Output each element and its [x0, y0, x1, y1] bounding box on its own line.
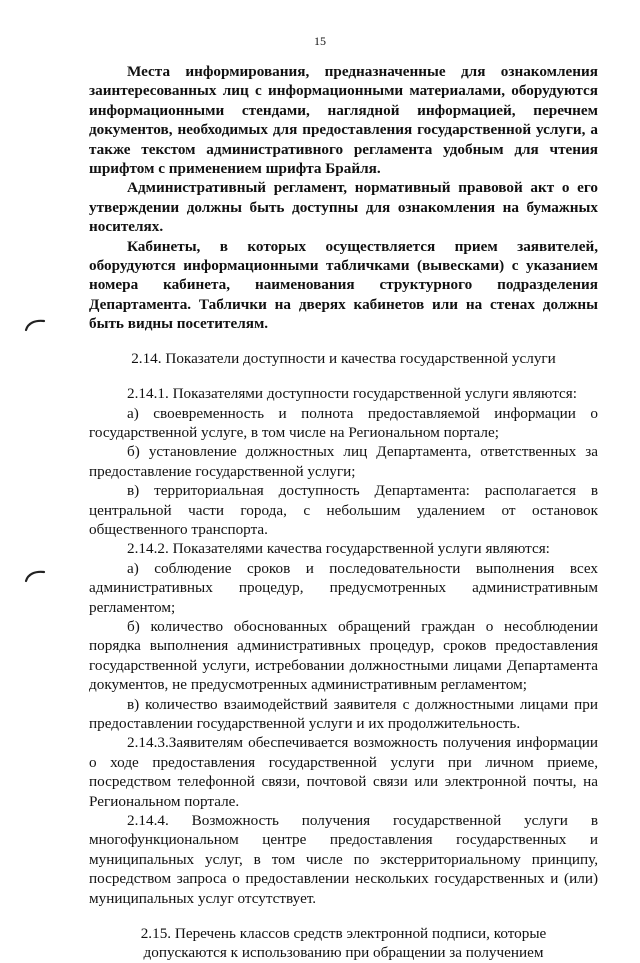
paragraph-2-14-1: 2.14.1. Показателями доступности государственной услуги являются:	[127, 385, 577, 403]
document-body	[89, 62, 598, 963]
binder-hole-mark	[24, 569, 46, 583]
section-heading-2-15-line: 2.15. Перечень классов средств электронной подписи, которые	[140, 925, 547, 943]
paragraph-cabinets: Кабинеты, в которых осуществляется прием заявителей, оборудуются информационными табличками (вывесками) с указанием номера кабинета, наименования структурного подразделения Департамента. Таблички на дверях кабинетов или на стенах должны быть видны посетителям.	[89, 237, 598, 333]
paragraph-info-places: Места информирования, предназначенные для ознакомления заинтересованных лиц с информационными материалами, оборудуются информационными стендами, наглядной информацией, перечнем документов, необходимых для предоставления государственной услуги, а также текстом административного регламента удобным для чтения шрифтом с применением шрифта Брайля.	[89, 63, 598, 178]
page-number: 15	[314, 34, 326, 48]
section-heading-2-15-line: допускаются к использованию при обращении за получением	[143, 944, 544, 962]
paragraph-2-14-3: 2.14.3.Заявителям обеспечивается возможность получения информации о ходе предоставления государственной услуги при личном приеме, посредством телефонной связи, почтовой связи или электронной почты, на Региональном портале.	[89, 734, 598, 810]
list-item-quality-a: а) соблюдение сроков и последовательности выполнения всех административных процедур, предусмотренных административным регламентом;	[89, 559, 598, 616]
paragraph-2-14-2: 2.14.2. Показателями качества государственной услуги являются:	[127, 540, 550, 558]
list-item-accessibility-b: б) установление должностных лиц Департамента, ответственных за предоставление государственной услуги;	[89, 443, 598, 480]
paragraph-regulation-access: Административный регламент, нормативный правовой акт о его утверждении должны быть доступны для ознакомления на бумажных носителях.	[89, 179, 598, 236]
section-heading-2-14: 2.14. Показатели доступности и качества государственной услуги	[131, 349, 556, 367]
list-item-accessibility-c: в) территориальная доступность Департамента: располагается в центральной части города, с небольшим удалением от остановок общественного транспорта.	[89, 482, 598, 538]
binder-hole-mark	[24, 318, 46, 332]
list-item-quality-c: в) количество взаимодействий заявителя с должностными лицами при предоставлении государственной услуги и их продолжительность.	[89, 695, 598, 732]
list-item-accessibility-a: а) своевременность и полнота предоставляемой информации о государственной услуге, в том числе на Региональном портале;	[89, 404, 598, 441]
section-heading-2-15	[89, 924, 598, 963]
list-item-quality-b: б) количество обоснованных обращений граждан о несоблюдении порядка выполнения административных процедур, сроков предоставления государственной услуги, истребовании должностными лицами Департамента документов, не предусмотренных административным регламентом;	[89, 617, 598, 694]
paragraph-2-14-4: 2.14.4. Возможность получения государственной услуги в многофункциональном центре предоставления государственных и муниципальных услуг, в том числе по экстерриториальному принципу, посредством запроса о предоставлении нескольких государственных и (или) муниципальных услуг отсутствует.	[89, 812, 598, 907]
